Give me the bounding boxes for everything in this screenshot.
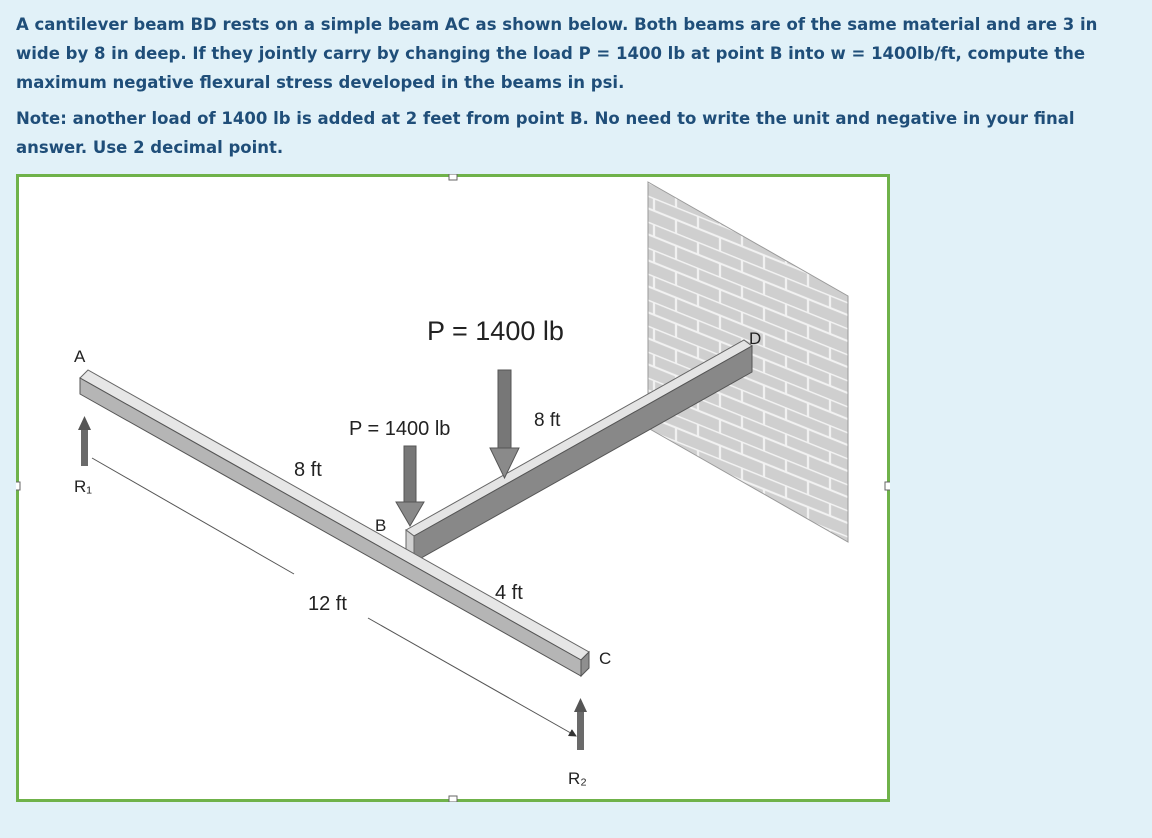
label-r2: R₂: [568, 769, 587, 788]
label-r1: R₁: [74, 477, 93, 496]
label-point-c: C: [599, 649, 612, 668]
frame-handle-bottom: [449, 796, 457, 802]
label-load-b: P = 1400 lb: [349, 418, 451, 440]
label-load-top: P = 1400 lb: [427, 316, 564, 346]
label-dim-4ft: 4 ft: [495, 582, 523, 604]
frame-handle-top: [449, 174, 457, 180]
frame-handle-right: [885, 482, 890, 490]
problem-statement: A cantilever beam BD rests on a simple beam AC as shown below. Both beams are of the same material and are 3 in wide by 8 in deep. If they jointly carry by changing the load P = 1400 lb at point B into w = 1400lb/ft, compute the maximum negative flexural stress developed in the beams in psi.: [16, 15, 1098, 92]
label-point-d: D: [749, 329, 762, 348]
frame-handle-left: [16, 482, 20, 490]
beam-figure: [16, 174, 890, 802]
problem-note: Note: another load of 1400 lb is added at 2 feet from point B. No need to write the unit and negative in your final answer. Use 2 decimal point.: [16, 109, 1075, 157]
label-dim-12ft: 12 ft: [308, 593, 347, 615]
label-dim-8ft-ab: 8 ft: [294, 459, 322, 481]
label-point-b: B: [375, 516, 387, 535]
label-dim-8ft-bd: 8 ft: [534, 410, 561, 431]
label-point-a: A: [74, 347, 86, 366]
beam-diagram-svg: [16, 174, 890, 802]
